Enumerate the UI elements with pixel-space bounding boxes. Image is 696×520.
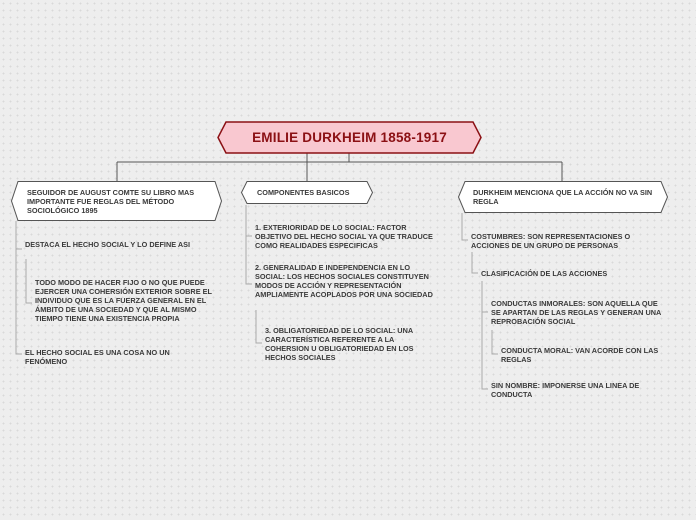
right-item-clasificacion[interactable]: CLASIFICACIÓN DE LAS ACCIONES [481, 269, 608, 278]
left-item-2[interactable]: EL HECHO SOCIAL ES UNA COSA NO UN FENÓMENO [25, 348, 170, 366]
left-branch-title: SEGUIDOR DE AUGUST COMTE SU LIBRO MAS IMPORTANTE FUE REGLAS DEL MÉTODO SOCIOLÓGICO 1895 [27, 187, 195, 215]
right-item-moral[interactable]: CONDUCTA MORAL: VAN ACORDE CON LAS REGLAS [501, 346, 659, 364]
root-node[interactable] [217, 121, 482, 154]
left-item-1[interactable]: DESTACA EL HECHO SOCIAL Y LO DEFINE ASI [25, 240, 191, 249]
root-title: EMILIE DURKHEIM 1858-1917 [252, 130, 447, 145]
center-branch-node[interactable] [241, 181, 373, 204]
right-branch-title: DURKHEIM MENCIONA QUE LA ACCIÓN NO VA SIN REGLA [473, 188, 653, 206]
left-item-1-child[interactable]: TODO MODO DE HACER FIJO O NO QUE PUEDE EJERCER UNA COHERSIÓN EXTERIOR SOBRE EL INDIVIDUO QUE ES LA FUERZA GENERAL EN EL ÁMBITO DE UNA SOCIEDAD Y QUE AL MISMO TIEMPO TIENE UNA EXISTENCIA PROPIA [35, 278, 212, 323]
center-item-2[interactable]: 2. GENERALIDAD E INDEPENDENCIA EN LO SOCIAL: LOS HECHOS SOCIALES CONSTITUYEN MODOS DE ACCIÓN Y REPRESENTACIÓN AMPLIAMENTE ACOPLADOS POR UNA SOCIEDAD [255, 263, 433, 299]
center-branch-title: COMPONENTES BASICOS [257, 188, 350, 197]
right-item-inmorales[interactable]: CONDUCTAS INMORALES: SON AQUELLA QUE SE APARTAN DE LAS REGLAS Y GENERAN UNA REPROBACIÓN SOCIAL [491, 299, 662, 326]
right-item-costumbres[interactable]: COSTUMBRES: SON REPRESENTACIONES O ACCIONES DE UN GRUPO DE PERSONAS [471, 232, 631, 250]
center-item-2-child[interactable]: 3. OBLIGATORIEDAD DE LO SOCIAL: UNA CARACTERÍSTICA REFERENTE A LA COHERSION U OBLIGATORIEDAD EN LOS HECHOS SOCIALES [265, 326, 414, 362]
right-item-sin-nombre[interactable]: SIN NOMBRE: IMPONERSE UNA LINEA DE CONDUCTA [491, 381, 640, 399]
left-branch-node[interactable] [11, 181, 222, 221]
center-item-1[interactable]: 1. EXTERIORIDAD DE LO SOCIAL: FACTOR OBJETIVO DEL HECHO SOCIAL YA QUE TRADUCE COMO REALIDADES ESPECIFICAS [255, 223, 433, 250]
right-branch-node[interactable] [458, 181, 668, 213]
